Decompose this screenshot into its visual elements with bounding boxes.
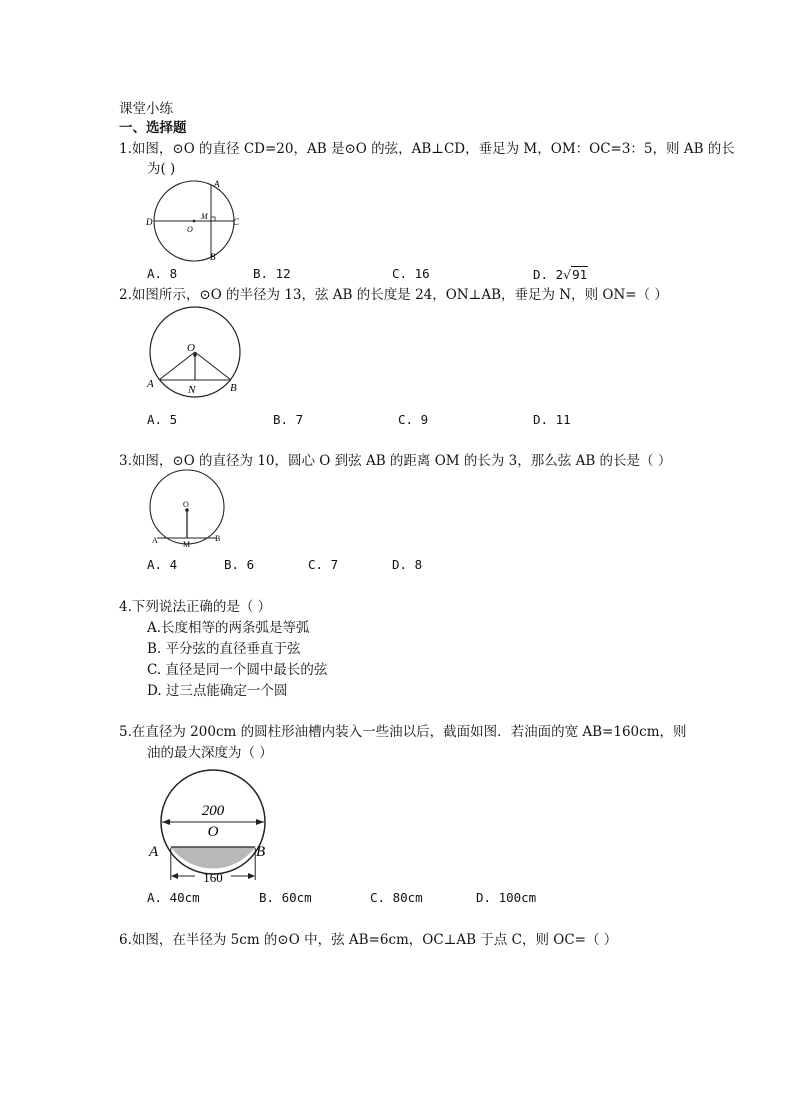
question-5-option-a[interactable]: A. 40cm <box>147 890 200 905</box>
q3-label-o: O <box>183 500 189 509</box>
q1-option-d-label: D. 2 <box>533 267 564 282</box>
question-1-figure <box>140 178 250 263</box>
q1-label-b: B <box>210 252 216 262</box>
question-5-text-cont: 油的最大深度为（ ） <box>147 745 273 761</box>
question-1-option-d[interactable] <box>533 266 588 283</box>
q1-label-a: A <box>214 179 220 189</box>
question-3-option-b[interactable]: B. 6 <box>224 557 255 572</box>
q5-label-width: 160 <box>203 870 223 885</box>
question-4-choice-d[interactable]: D. 过三点能确定一个圆 <box>147 683 288 699</box>
question-1-option-a[interactable]: A. 8 <box>147 266 178 281</box>
q1-label-o: O <box>187 225 193 234</box>
q2-label-n: N <box>188 384 196 396</box>
q1-label-c: C <box>233 217 240 227</box>
question-3-text: 3.如图，⊙O 的直径为 10，圆心 O 到弦 AB 的距离 OM 的长为 3，那么弦 AB 的长是（ ） <box>119 453 672 469</box>
question-5-text: 5.在直径为 200cm 的圆柱形油槽内装入一些油以后，截面如图．若油面的宽 AB=160cm，则 <box>119 724 687 740</box>
question-2-option-d[interactable]: D. 11 <box>533 412 571 427</box>
question-5-option-c[interactable]: C. 80cm <box>370 890 423 905</box>
question-1-option-c[interactable]: C. 16 <box>392 266 430 281</box>
question-1-option-b[interactable]: B. 12 <box>253 266 291 281</box>
q5-label-o: O <box>207 824 219 840</box>
question-1-text-cont: 为( ) <box>147 161 176 177</box>
q5-label-diameter: 200 <box>201 803 225 819</box>
question-3-option-d[interactable]: D. 8 <box>392 557 423 572</box>
radical-sign-icon: √ <box>563 267 572 282</box>
worksheet-title: 课堂小练 <box>119 101 173 117</box>
question-3-figure <box>145 470 230 550</box>
question-2-option-a[interactable]: A. 5 <box>147 412 178 427</box>
question-2-text: 2.如图所示，⊙O 的半径为 13，弦 AB 的长度是 24，ON⊥AB，垂足为 N，则 ON=（ ） <box>119 287 668 303</box>
q3-label-a: A <box>152 536 158 545</box>
q2-label-b: B <box>230 382 237 394</box>
question-4-text: 4.下列说法正确的是（ ） <box>119 599 272 615</box>
q1-label-d: D <box>146 217 153 227</box>
question-4-choice-a[interactable]: A.长度相等的两条弧是等弧 <box>147 620 310 636</box>
q3-label-m: M <box>183 540 191 549</box>
q2-label-o: O <box>187 342 195 354</box>
question-5-option-b[interactable]: B. 60cm <box>259 890 312 905</box>
q3-label-b: B <box>215 534 221 543</box>
section-heading: 一、选择题 <box>119 120 187 136</box>
question-4-choice-c[interactable]: C. 直径是同一个圆中最长的弦 <box>147 662 328 678</box>
question-5-figure <box>145 770 275 885</box>
q2-label-a: A <box>147 378 154 390</box>
question-3-option-c[interactable]: C. 7 <box>308 557 339 572</box>
q1-option-d-radicand: 91 <box>572 267 588 282</box>
question-2-option-c[interactable]: C. 9 <box>398 412 429 427</box>
q5-label-a: A <box>149 844 159 860</box>
question-6-text: 6.如图，在半径为 5cm 的⊙O 中，弦 AB=6cm，OC⊥AB 于点 C，则 OC=（ ） <box>119 932 618 948</box>
question-5-option-d[interactable]: D. 100cm <box>476 890 537 905</box>
question-2-figure <box>143 305 248 400</box>
question-1-text: 1.如图，⊙O 的直径 CD=20，AB 是⊙O 的弦，AB⊥CD，垂足为 M，OM：OC=3：5，则 AB 的长 <box>119 141 735 157</box>
question-2-option-b[interactable]: B. 7 <box>273 412 304 427</box>
question-3-option-a[interactable]: A. 4 <box>147 557 178 572</box>
question-4-choice-b[interactable]: B. 平分弦的直径垂直于弦 <box>147 641 301 657</box>
q1-label-m: M <box>201 212 208 221</box>
q5-label-b: B <box>256 844 266 860</box>
